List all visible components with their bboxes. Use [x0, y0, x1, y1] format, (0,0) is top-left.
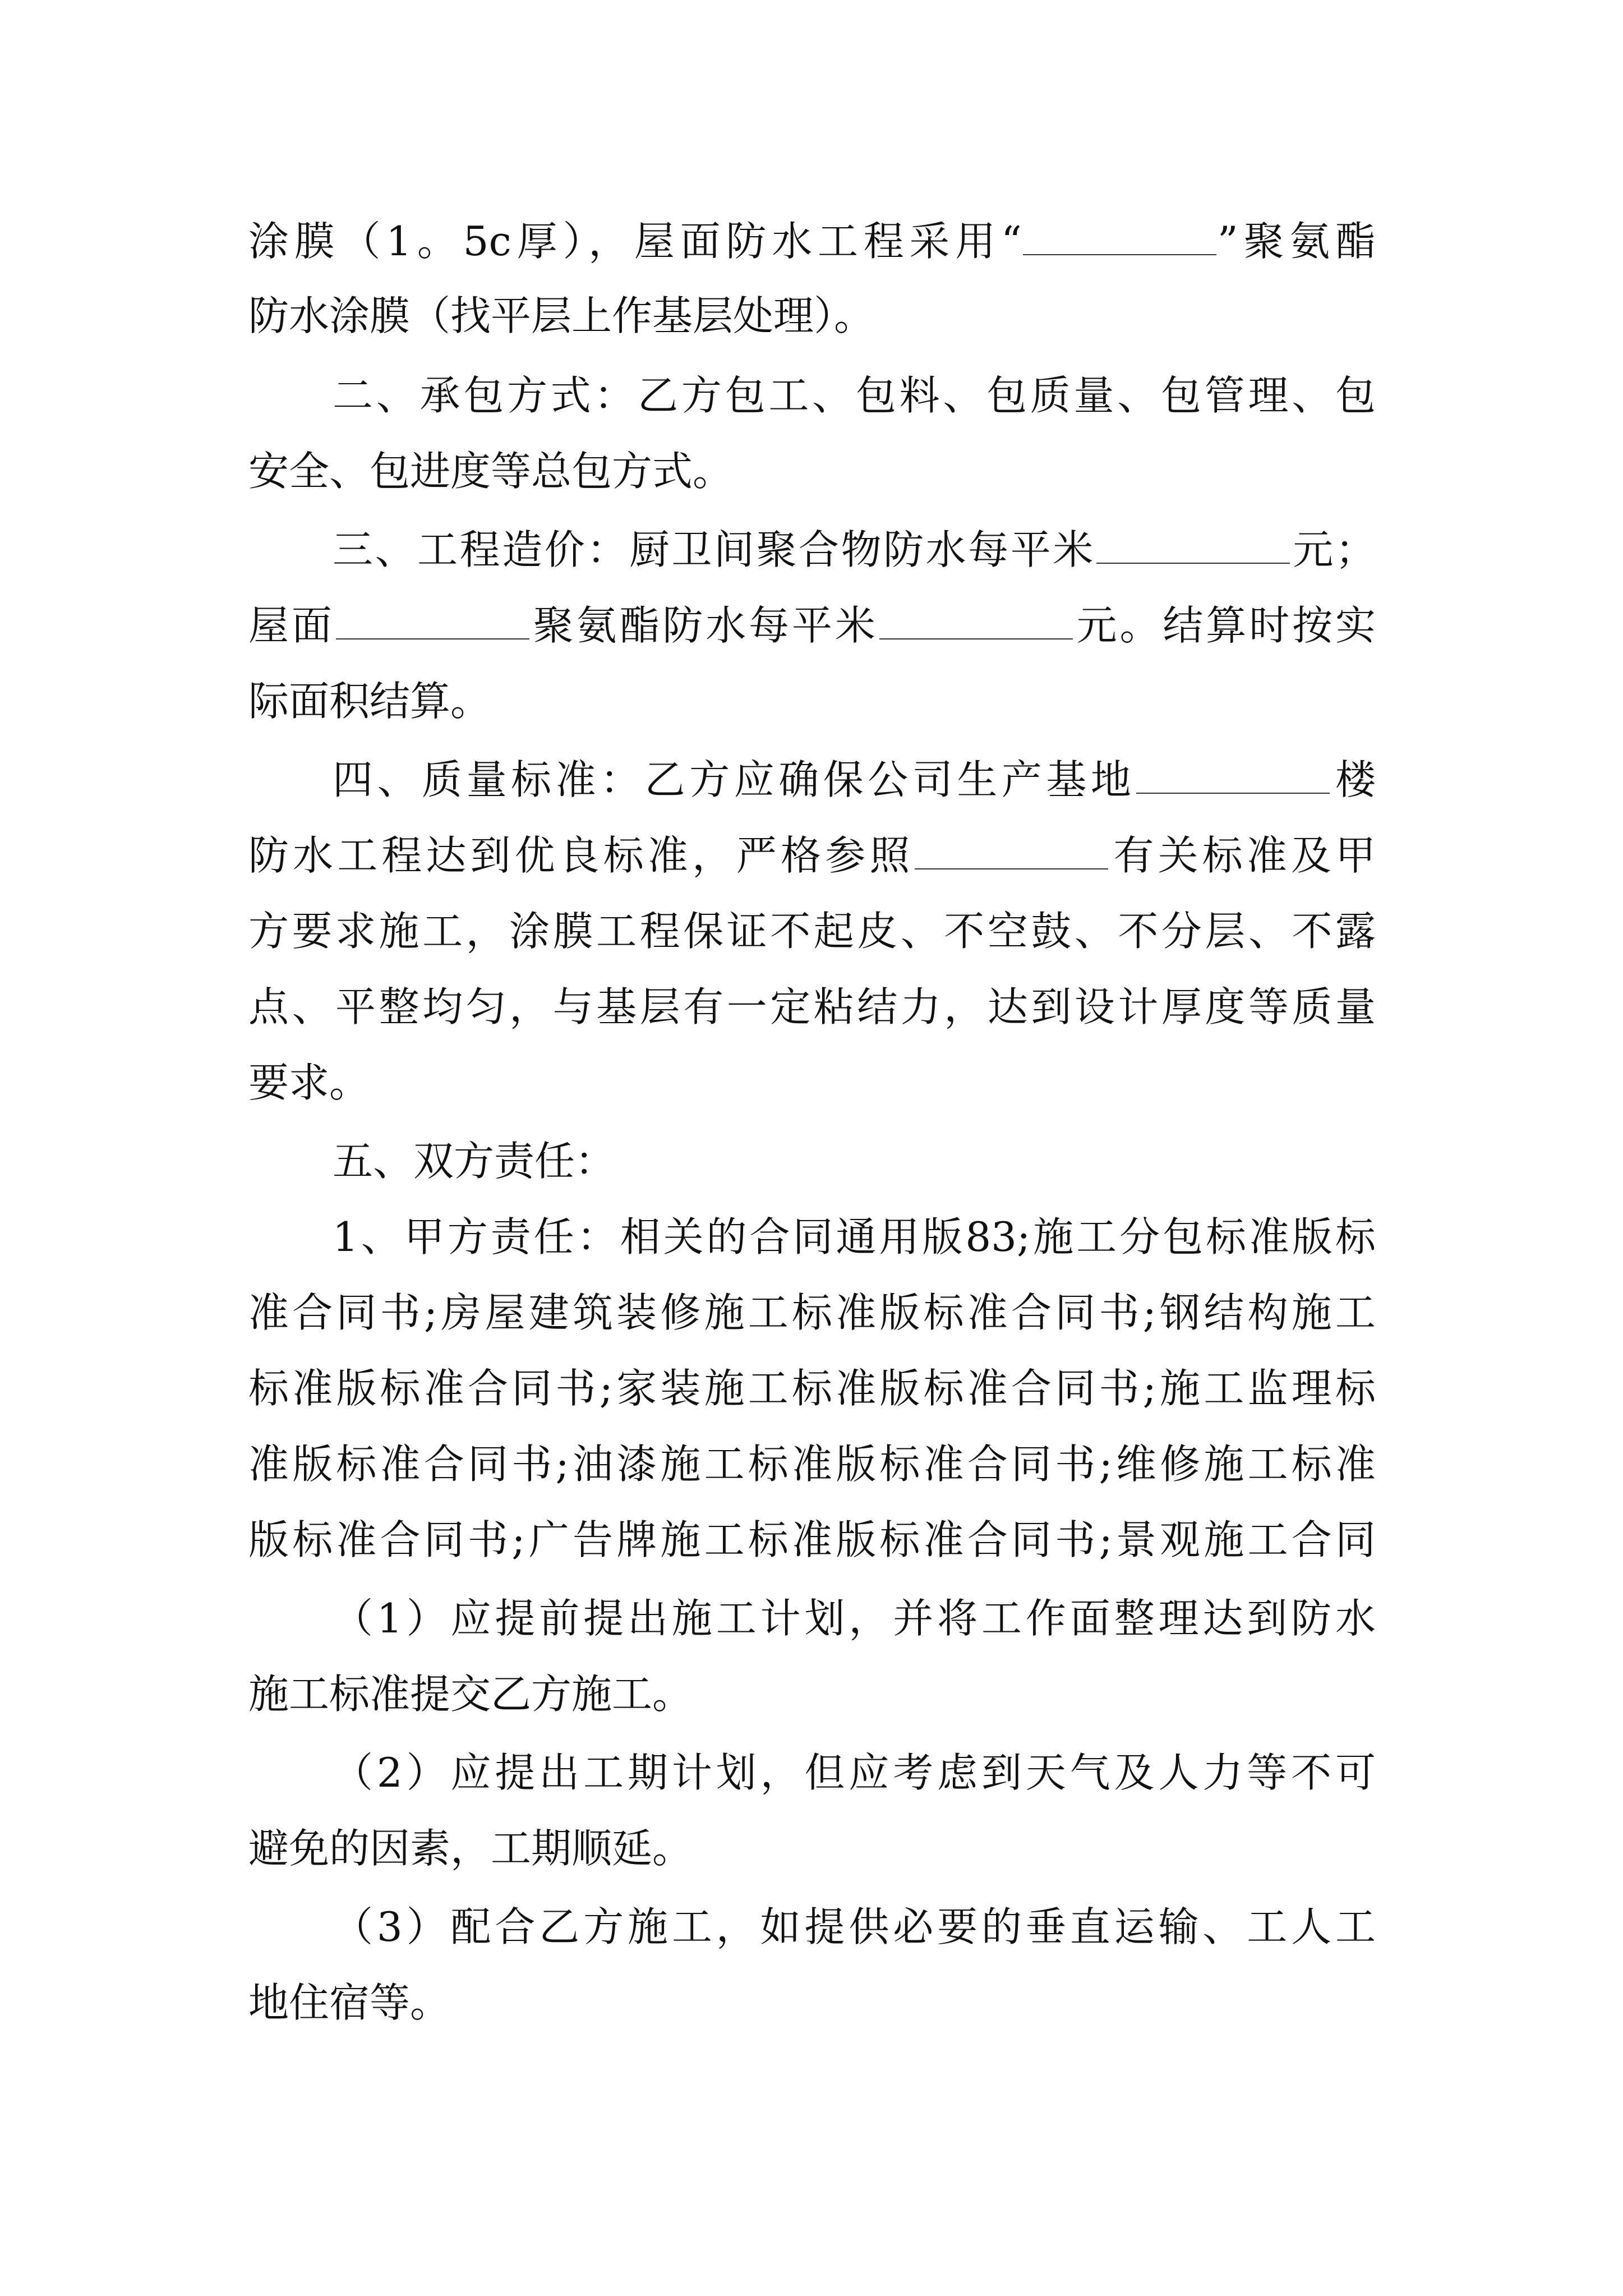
text-line: （1）应提前提出施工计划，并将工作面整理达到防水: [333, 1595, 1376, 1642]
text-segment: 聚氨酯防水每平米: [530, 602, 878, 649]
text-line: 安全、包进度等总包方式。: [248, 448, 734, 495]
text-line: [248, 216, 1376, 266]
text-line: 地住宿等。: [248, 1979, 451, 2026]
text-line: 二、承包方式：乙方包工、包料、包质量、包管理、包: [333, 372, 1376, 419]
text-segment: 有关标准及甲: [1109, 832, 1376, 879]
section-heading: 五、双方责任：: [333, 1138, 616, 1185]
text-line: 准版标准合同书;油漆施工标准版标准合同书;维修施工标准: [248, 1441, 1376, 1488]
text-line: 标准版标准合同书;家装施工标准版标准合同书;施工监理标: [248, 1365, 1376, 1412]
text-line: 要求。: [248, 1059, 370, 1106]
fill-blank: [915, 835, 1108, 869]
fill-blank: [1096, 529, 1290, 564]
text-segment: 元。结算时按实: [1073, 602, 1376, 649]
text-segment: 四、质量标准：乙方应确保公司生产基地: [333, 756, 1136, 803]
text-segment: 涂膜（1。5c厚），屋面防水工程采用“: [248, 218, 1022, 265]
text-segment: 屋面: [248, 602, 335, 649]
text-segment: 三、工程造价：厨卫间聚合物防水每平米: [333, 526, 1095, 573]
fill-blank: [1136, 759, 1330, 794]
text-line: 际面积结算。: [248, 678, 491, 725]
text-segment: 楼: [1331, 756, 1376, 803]
text-line: 1、甲方责任：相关的合同通用版83;施工分包标准版标: [333, 1213, 1376, 1260]
text-line: 方要求施工，涂膜工程保证不起皮、不空鼓、不分层、不露: [248, 908, 1376, 955]
text-segment: 元；: [1290, 526, 1376, 573]
text-line: 防水涂膜（找平层上作基层处理）。: [248, 292, 875, 339]
fill-blank: [879, 605, 1073, 639]
text-segment: ”聚氨酯: [1217, 218, 1376, 265]
fill-blank: [336, 605, 529, 639]
text-line: 避免的因素，工期顺延。: [248, 1825, 693, 1872]
text-line: 施工标准提交乙方施工。: [248, 1671, 693, 1718]
fill-blank: [1023, 220, 1216, 255]
text-line: （3）配合乙方施工，如提供必要的垂直运输、工人工: [333, 1903, 1376, 1950]
text-line: 版标准合同书;广告牌施工标准版标准合同书;景观施工合同: [248, 1516, 1376, 1563]
text-line: 准合同书;房屋建筑装修施工标准版标准合同书;钢结构施工: [248, 1289, 1376, 1336]
text-line: 点、平整均匀，与基层有一定粘结力，达到设计厚度等质量: [248, 983, 1376, 1030]
text-line: （2）应提出工期计划，但应考虑到天气及人力等不可: [333, 1749, 1376, 1796]
text-line: [333, 754, 1376, 805]
text-segment: 防水工程达到优良标准，严格参照: [248, 832, 914, 879]
text-line: [248, 830, 1376, 881]
text-line: [248, 600, 1376, 651]
text-line: [333, 524, 1376, 575]
